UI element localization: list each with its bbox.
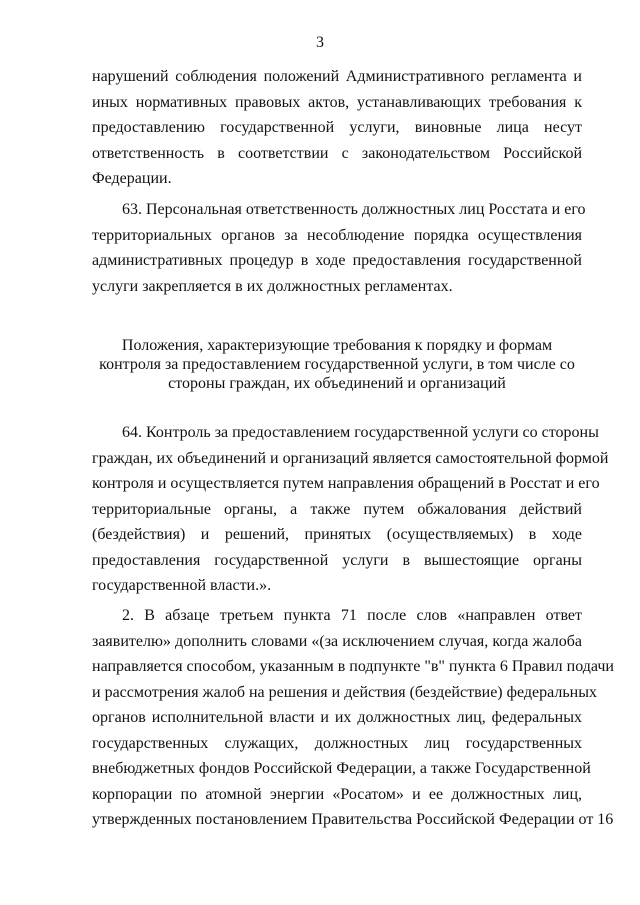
- text-line: направляется способом, указанным в подпункте "в" пункта 6 Правил подачи: [92, 658, 614, 675]
- text-line: внебюджетных фондов Российской Федерации, а также Государственной: [92, 760, 591, 777]
- text-line: корпорации по атомной энергии «Росатом» и ее должностных лиц,: [92, 785, 582, 803]
- page-number: 3: [316, 34, 324, 51]
- text-line: предоставлению государственной услуги, виновные лица несут: [92, 119, 582, 136]
- heading-line: Положения, характеризующие требования к порядку и формам: [121, 337, 553, 354]
- text-line: утвержденных постановлением Правительства Российской Федерации от 16: [92, 811, 614, 828]
- text-line: граждан, их объединений и организаций является самостоятельной формой: [92, 449, 609, 467]
- text-line: заявителю» дополнить словами «(за исключением случая, когда жалоба: [92, 632, 582, 650]
- text-line: 2. В абзаце третьем пункта 71 после слов «направлен ответ: [122, 607, 582, 624]
- text-line: территориальных органов за несоблюдение порядка осуществления: [92, 226, 582, 244]
- text-line: 64. Контроль за предоставлением государственной услуги со стороны: [122, 424, 599, 441]
- text-line: органов исполнительной власти и их должностных лиц, федеральных: [92, 709, 582, 726]
- text-line: государственной власти.».: [92, 577, 272, 594]
- text-line: предоставления государственной услуги в вышестоящие органы: [92, 551, 582, 569]
- text-line: нарушений соблюдения положений Административного регламента и: [92, 68, 582, 85]
- heading-line: стороны граждан, их объединений и организаций: [168, 375, 506, 392]
- text-line: государственных служащих, должностных лиц государственных: [92, 734, 582, 752]
- text-line: 63. Персональная ответственность должностных лиц Росстата и его: [122, 201, 586, 218]
- text-line: ответственность в соответствии с законодательством Российской: [92, 144, 582, 162]
- text-line: территориальные органы, а также путем обжалования действий: [92, 500, 582, 518]
- paragraph-64: [92, 420, 609, 599]
- text-line: иных нормативных правовых актов, устанавливающих требования к: [92, 93, 582, 111]
- text-line: административных процедур в ходе предоставления государственной: [92, 252, 582, 269]
- text-line: (бездействия) и решений, принятых (осуществляемых) в ходе: [92, 526, 582, 543]
- text-line: и рассмотрения жалоб на решения и действия (бездействие) федеральных: [92, 683, 597, 701]
- text-line: контроля и осуществляется путем направления обращений в Росстат и его: [92, 475, 600, 492]
- paragraph-63: [92, 197, 586, 299]
- paragraph-continuation: [92, 64, 582, 192]
- paragraph-2: [92, 603, 614, 833]
- section-heading: [92, 336, 582, 393]
- heading-line: контроля за предоставлением государственной услуги, в том числе со: [99, 356, 575, 373]
- text-line: услуги закрепляется в их должностных регламентах.: [92, 277, 453, 295]
- text-line: Федерации.: [92, 170, 172, 187]
